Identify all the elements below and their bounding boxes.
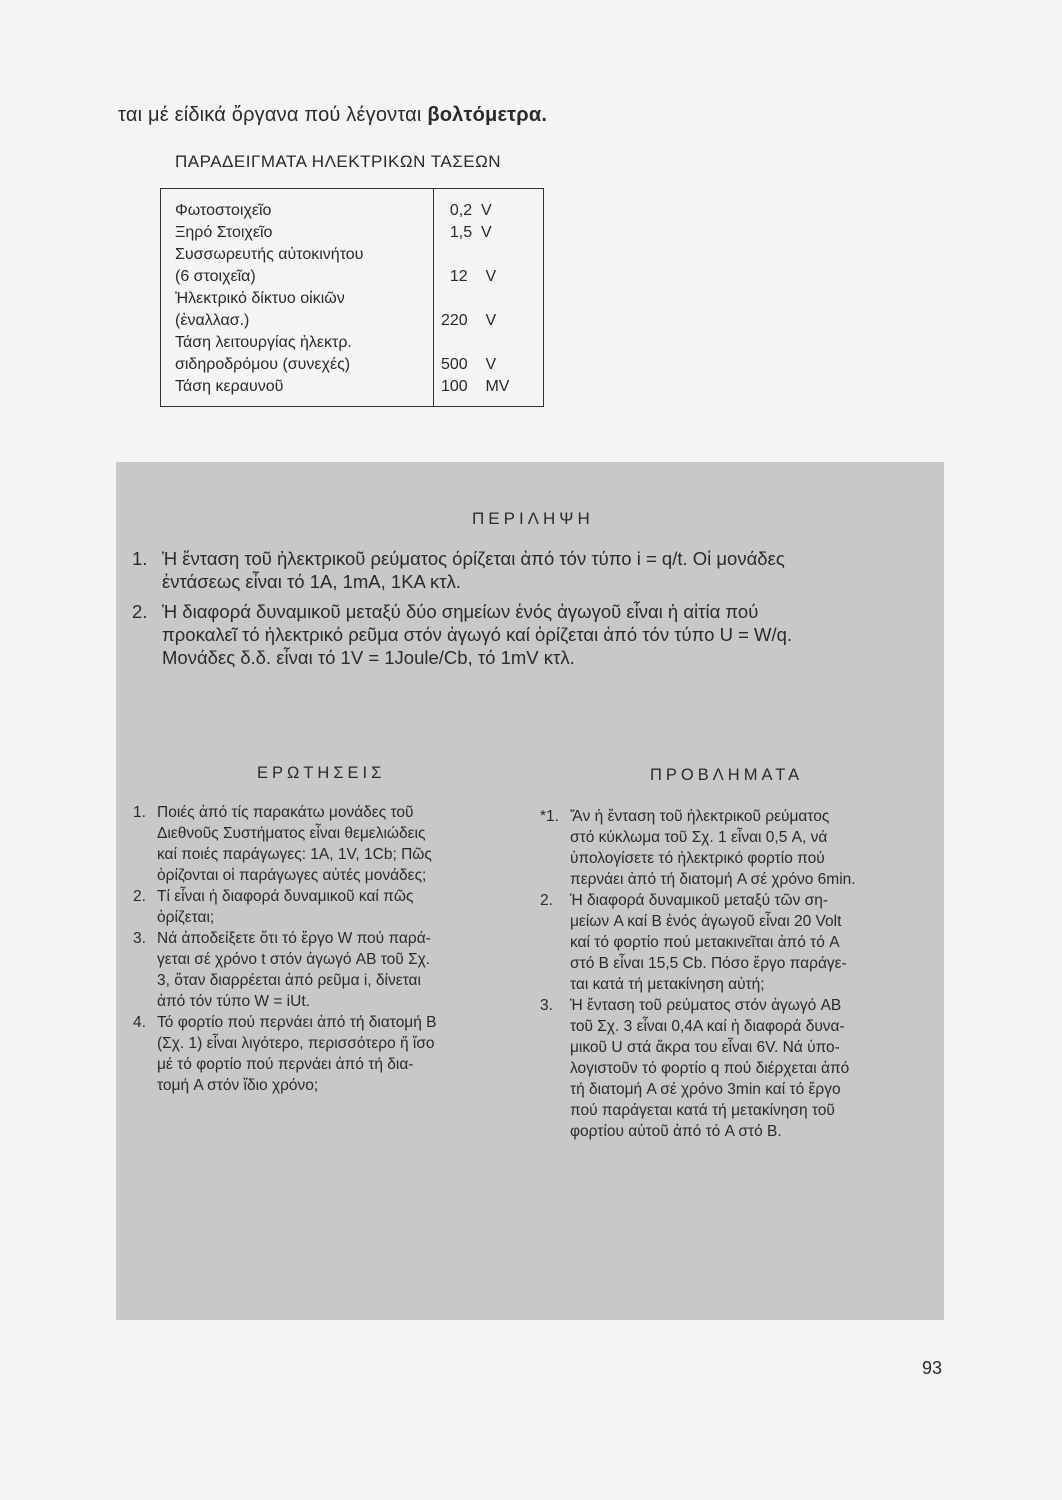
row-name: (6 στοιχεῖα)	[175, 268, 256, 285]
row-name: (ἐναλλασ.)	[175, 312, 250, 329]
question-line: καί ποιές παράγωγες: 1A, 1V, 1Cb; Πῶς	[157, 846, 432, 863]
problem-line: περνάει ἀπό τή διατομή A σέ χρόνο 6min.	[570, 871, 856, 888]
problem-number: *1.	[540, 808, 559, 825]
table-row	[161, 224, 543, 246]
row-name: Φωτοστοιχεῖο	[175, 202, 272, 219]
summary-line: Μονάδες δ.δ. εἶναι τό 1V = 1Joule/Cb, τό 1mV κτλ.	[162, 647, 575, 668]
questions-title: ΕΡΩΤΗΣΕΙΣ	[257, 764, 386, 782]
question-number: 4.	[133, 1014, 146, 1031]
problem-number: 2.	[540, 892, 553, 909]
page-number: 93	[922, 1358, 943, 1378]
question-item	[133, 886, 423, 928]
table-row	[161, 246, 543, 268]
problem-line: λογιστοῦν τό φορτίο q πού διέρχεται ἀπό	[570, 1060, 850, 1077]
question-number: 1.	[133, 804, 146, 821]
problem-item	[540, 890, 940, 995]
row-value: 220 V	[441, 312, 497, 329]
row-value: 12 V	[441, 268, 497, 285]
summary-line: προκαλεῖ τό ἠλεκτρικό ρεῦμα στόν ἀγωγό καί ὁρίζεται ἀπό τόν τύπο U = W/q.	[162, 624, 793, 645]
question-line: 3, ὅταν διαρρέεται ἀπό ρεῦμα i, δίνεται	[157, 972, 421, 989]
problem-line: Ἡ ἔνταση τοῦ ρεύματος στόν ἀγωγό AB	[570, 997, 842, 1014]
row-value: 100 MV	[441, 378, 510, 395]
problem-line: φορτίου αὐτοῦ ἀπό τό A στό B.	[570, 1123, 782, 1140]
problem-number: 3.	[540, 997, 553, 1014]
problem-line: τοῦ Σχ. 3 εἶναι 0,4A καί ἡ διαφορά δυνα-	[570, 1018, 845, 1035]
question-line: Διεθνοῦς Συστήματος εἶναι θεμελιώδεις	[157, 825, 426, 842]
summary-item-number: 2.	[132, 601, 148, 622]
row-name: Τάση κεραυνοῦ	[175, 378, 284, 395]
problems-title: ΠΡΟΒΛΗΜΑΤΑ	[650, 766, 804, 784]
problem-line: μικοῦ U στά ἄκρα του εἶναι 6V. Νά ὑπο-	[570, 1039, 840, 1056]
table-row	[161, 290, 543, 312]
row-name: σιδηροδρόμου (συνεχές)	[175, 356, 351, 373]
question-line: Ποιές ἀπό τίς παρακάτω μονάδες τοῦ	[157, 804, 414, 821]
problems-list	[540, 806, 940, 1142]
question-line: Τό φορτίο πού περνάει ἀπό τή διατομή B	[157, 1014, 437, 1031]
question-line: τομή A στόν ἴδιο χρόνο;	[157, 1077, 319, 1094]
summary-item-number: 1.	[132, 548, 148, 569]
problem-line: Ἡ διαφορά δυναμικοῦ μεταξύ τῶν ση-	[570, 892, 829, 909]
summary-line: ἐντάσεως εἶναι τό 1A, 1mA, 1KA κτλ.	[162, 571, 461, 592]
problem-line: ὑπολογίσετε τό ἠλεκτρικό φορτίο πού	[570, 850, 825, 867]
summary-title: ΠΕΡΙΛΗΨΗ	[472, 509, 594, 528]
question-line: γεται σέ χρόνο t στόν ἀγωγό AB τοῦ Σχ.	[157, 951, 431, 968]
row-value: 500 V	[441, 356, 497, 373]
table-row	[161, 312, 543, 334]
row-value: 0,2 V	[441, 202, 492, 219]
table-row	[161, 356, 543, 378]
row-value: 1,5 V	[441, 224, 492, 241]
problem-line: τή διατομή A σέ χρόνο 3min καί τό ἔργο	[570, 1081, 841, 1098]
question-item	[133, 928, 431, 1012]
question-line: μέ τό φορτίο πού περνάει ἀπό τή δια-	[157, 1056, 414, 1073]
question-line: ὁρίζονται οἱ παράγωγες αὐτές μονάδες;	[157, 867, 427, 884]
question-line: (Σχ. 1) εἶναι λιγότερο, περισσότερο ἤ ἴσο	[157, 1035, 435, 1052]
summary-line: Ἡ διαφορά δυναμικοῦ μεταξύ δύο σημείων ἑνός ἀγωγοῦ εἶναι ἡ αἰτία πού	[162, 601, 759, 622]
row-name: Ἠλεκτρικό δίκτυο οἰκιῶν	[175, 290, 345, 307]
problem-line: στό B εἶναι 15,5 Cb. Πόσο ἔργο παράγε-	[570, 955, 847, 972]
question-line: Τί εἶναι ἡ διαφορά δυναμικοῦ καί πῶς	[157, 888, 414, 905]
problem-line: μείων A καί B ἑνός ἀγωγοῦ εἶναι 20 Volt	[570, 913, 842, 930]
row-name: Συσσωρευτής αὐτοκινήτου	[175, 246, 364, 263]
question-line: ὁρίζεται;	[157, 909, 215, 926]
questions-list	[133, 802, 437, 1096]
table-row	[161, 268, 543, 290]
table-title: ΠΑΡΑΔΕΙΓΜΑΤΑ ΗΛΕΚΤΡΙΚΩΝ ΤΑΣΕΩΝ	[175, 152, 502, 171]
table-row	[161, 202, 543, 224]
row-name: Τάση λειτουργίας ἠλεκτρ.	[175, 334, 352, 351]
intro-line	[118, 104, 547, 127]
question-item	[133, 1012, 437, 1096]
question-item	[133, 802, 432, 886]
problem-item	[540, 806, 940, 890]
summary-line: Ἡ ἔνταση τοῦ ἠλεκτρικοῦ ρεύματος όρίζεται ἀπό τόν τύπο i = q/t. Οἱ μονάδες	[162, 548, 785, 569]
voltage-table	[160, 188, 544, 407]
problem-line: καί τό φορτίο πού μετακινεῖται ἀπό τό A	[570, 934, 840, 951]
problem-line: πού παράγεται κατά τή μετακίνηση τοῦ	[570, 1102, 835, 1119]
table-row	[161, 334, 543, 356]
question-number: 2.	[133, 888, 146, 905]
question-line: Νά ἀποδείξετε ὅτι τό ἔργο W πού παρά-	[157, 930, 431, 947]
problem-item	[540, 995, 940, 1142]
question-line: ἀπό τόν τύπο W = iUt.	[157, 993, 310, 1010]
problem-line: Ἄν ἡ ἔνταση τοῦ ἠλεκτρικοῦ ρεύματος	[570, 808, 830, 825]
intro-bold-term: βολτόμετρα.	[427, 104, 548, 126]
row-name: Ξηρό Στοιχεῖο	[175, 224, 273, 241]
problem-line: ται κατά τή μετακίνηση αὐτή;	[570, 976, 765, 993]
question-number: 3.	[133, 930, 146, 947]
problem-line: στό κύκλωμα τοῦ Σχ. 1 εἶναι 0,5 A, νά	[570, 829, 828, 846]
table-row	[161, 378, 543, 400]
intro-text: ται μέ είδικά ὄργανα πού λέγονται	[118, 104, 428, 126]
